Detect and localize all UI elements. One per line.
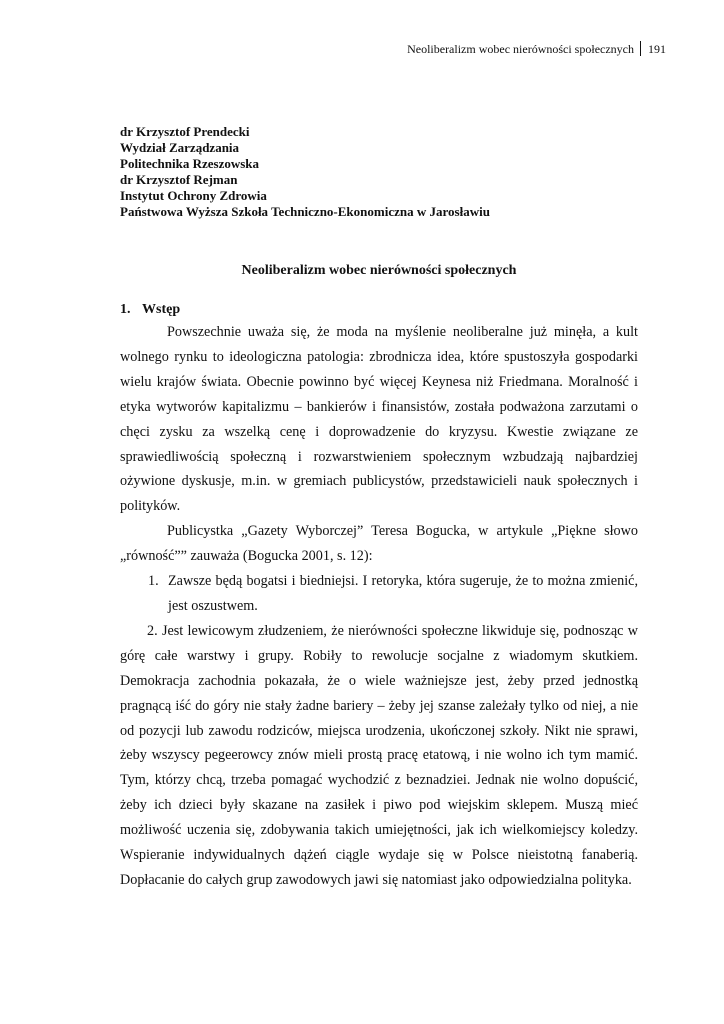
paragraph: 2. Jest lewicowym złudzeniem, że nierówności społeczne likwiduje się, podnosząc w górę całe warstwy i grupy. Robiły to rewolucje socjalne z wiadomym skutkiem. Demokracja zachodnia pokazała, że o wiele ważniejsze jest, żeby przed jednostką pragnącą iść do góry nie stały żadne bariery – żeby jej szanse zależały tylko od niej, a nie od pozycji lub zawodu rodziców, miejsca urodzenia, ukończonej szkoły. Nikt nie sprawi, żeby wszyscy pegeerowcy znów mieli prostą pracę etatową, i nie wolno ich tym mamić. Tym, którzy chcą, trzeba pomagać wychodzić z beznadziei. Jednak nie wolno dopuścić, żeby ich dzieci były skazane na zasiłek i piwo pod wiejskim sklepem. Muszą mieć możliwość uczenia się, zdobywania takich umiejętności, jak ich wielkomiejscy koledzy. Wspieranie indywidualnych dążeń ciągle wydaje się w Polsce nieistotną fanaberią. Dopłacanie do całych grup zawodowych jawi się natomiast jako odpowiedzialna polityka.	[120, 622, 638, 888]
paragraph: Powszechnie uważa się, że moda na myślenie neoliberalne już minęła, a kult wolnego rynku to ideologiczna patologia: zbrodnicza idea, które spustoszyła gospodarki wielu krajów świata. Obecnie powinno być więcej Keynesa niż Friedmana. Moralność i etyka wytworów kapitalizmu – bankierów i finansistów, została podważona zarzutami o chęci zysku za wszelką cenę i doprowadzenie do kryzysu. Kwestie związane ze sprawiedliwością społeczną i rozwarstwieniem społecznym wzbudzają najbardziej ożywione dyskusje, m.in. w gremiach publicystów, przedstawicieli nauk społecznych i polityków.	[120, 324, 638, 515]
header-divider	[640, 41, 641, 56]
author-line: Wydział Zarządzania	[120, 140, 240, 155]
author-affiliations	[120, 124, 490, 220]
author-line: Państwowa Wyższa Szkoła Techniczno-Ekonomiczna w Jarosławiu	[120, 204, 490, 219]
section-number: 1.	[120, 302, 131, 317]
list-item	[120, 569, 638, 619]
author-line: Instytut Ochrony Zdrowia	[120, 188, 267, 203]
list-item-number: 1.	[148, 573, 159, 590]
author-line: Politechnika Rzeszowska	[120, 156, 260, 171]
list-item-text: Zawsze będą bogatsi i biedniejsi. I retoryka, która sugeruje, że to można zmienić, jest oszustwem.	[168, 573, 638, 614]
page-number: 191	[648, 42, 666, 56]
running-header	[407, 41, 666, 57]
author-line: dr Krzysztof Prendecki	[120, 124, 250, 139]
running-title: Neoliberalizm wobec nierówności społecznych	[407, 42, 634, 56]
section-heading	[120, 301, 180, 319]
body-text	[120, 320, 638, 893]
section-title: Wstęp	[142, 302, 181, 317]
article-title: Neoliberalizm wobec nierówności społecznych	[241, 263, 517, 278]
author-line: dr Krzysztof Rejman	[120, 172, 238, 187]
paragraph: Publicystka „Gazety Wyborczej” Teresa Bogucka, w artykule „Piękne słowo „równość”” zauważa (Bogucka 2001, s. 12):	[120, 523, 638, 565]
